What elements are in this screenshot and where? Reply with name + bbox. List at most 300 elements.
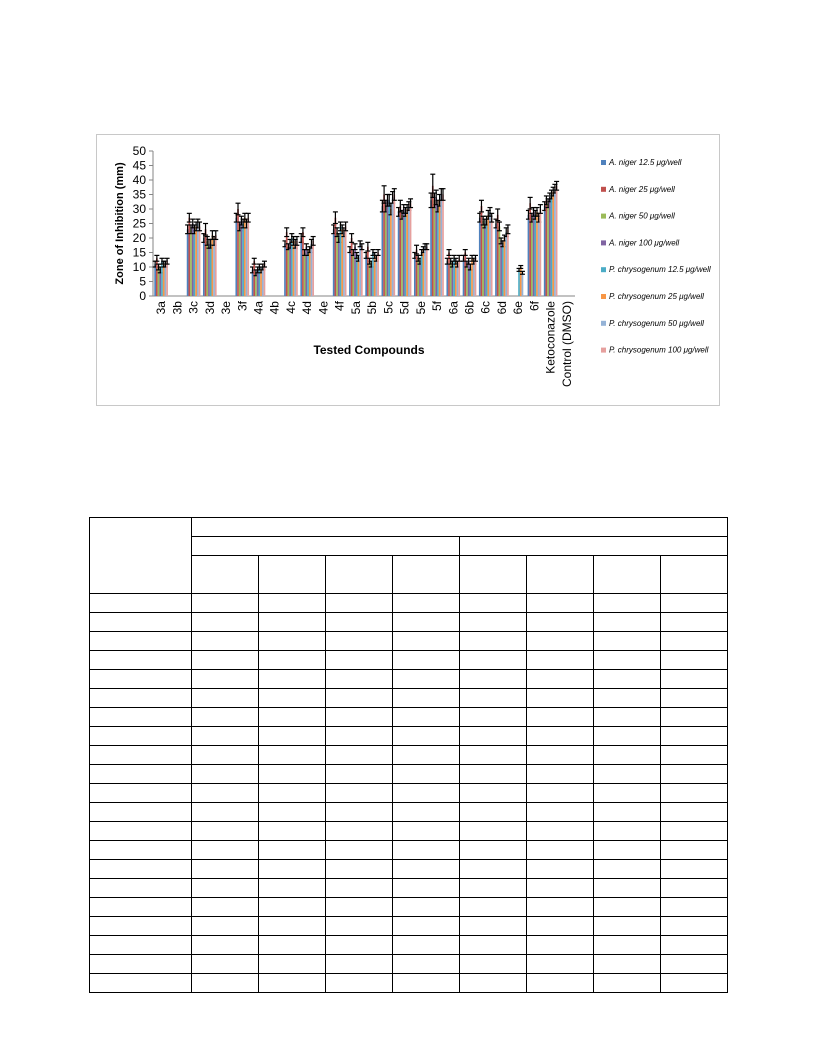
x-tick-label: 6f — [527, 301, 542, 312]
table-cell — [460, 860, 527, 879]
bar — [205, 229, 207, 296]
table-cell — [460, 556, 527, 594]
bar — [166, 261, 168, 296]
table-cell — [90, 670, 192, 689]
table-cell — [192, 651, 259, 670]
table-cell — [326, 613, 393, 632]
bar — [340, 226, 342, 296]
bar — [382, 206, 384, 296]
table-cell — [594, 594, 661, 613]
table-cell — [90, 822, 192, 841]
x-tick-label: 4c — [283, 301, 298, 314]
table-cell — [326, 955, 393, 974]
bar — [257, 270, 259, 296]
table-cell — [90, 651, 192, 670]
x-tick-label: 6c — [478, 301, 493, 314]
table-row — [90, 765, 728, 784]
bar — [343, 232, 345, 296]
table-cell — [259, 860, 326, 879]
table-cell — [527, 955, 594, 974]
bar — [242, 224, 244, 297]
bar — [482, 221, 484, 296]
table-cell — [259, 689, 326, 708]
bar — [481, 206, 483, 296]
table-cell — [594, 879, 661, 898]
x-tick-label: 4b — [267, 301, 282, 315]
x-tick-label: 3f — [235, 301, 250, 312]
table-cell — [90, 879, 192, 898]
bar — [452, 264, 454, 296]
table-cell — [527, 841, 594, 860]
table-cell — [393, 556, 460, 594]
table-cell — [90, 860, 192, 879]
bar — [291, 238, 293, 296]
bar — [163, 264, 165, 296]
y-tick-label: 0 — [139, 289, 146, 303]
table-cell — [259, 898, 326, 917]
table-cell — [460, 594, 527, 613]
table-cell — [594, 917, 661, 936]
bar — [293, 241, 295, 296]
x-tick-label: 5a — [348, 301, 363, 315]
table-cell — [527, 594, 594, 613]
table-cell — [90, 518, 192, 594]
legend-swatch — [601, 214, 606, 219]
x-tick-label: Ketoconazole — [543, 300, 558, 374]
bar — [372, 253, 374, 297]
table-cell — [460, 841, 527, 860]
table-cell — [527, 917, 594, 936]
bar — [294, 244, 296, 296]
table-cell — [192, 936, 259, 955]
table-cell — [527, 974, 594, 993]
table-cell — [326, 841, 393, 860]
bar — [437, 206, 439, 296]
bar — [457, 264, 459, 296]
bar — [390, 209, 392, 296]
bar — [312, 241, 314, 296]
table-cell — [326, 651, 393, 670]
bar — [423, 250, 425, 296]
bar — [358, 258, 360, 296]
bar — [401, 215, 403, 296]
bar — [359, 244, 361, 296]
bar — [421, 253, 423, 297]
table-cell — [259, 936, 326, 955]
table-row — [90, 784, 728, 803]
table-cell — [594, 689, 661, 708]
table-cell — [661, 613, 728, 632]
x-tick-label: 4a — [251, 301, 266, 315]
table-cell — [393, 860, 460, 879]
table-cell — [661, 803, 728, 822]
x-tick-label: 5e — [413, 301, 428, 315]
table-cell — [661, 879, 728, 898]
bar — [468, 261, 470, 296]
bar — [499, 226, 501, 296]
bar — [473, 261, 475, 296]
table-cell — [661, 955, 728, 974]
bar — [463, 258, 465, 296]
legend-swatch — [601, 267, 606, 272]
table-row — [90, 651, 728, 670]
table-cell — [90, 803, 192, 822]
bar — [487, 215, 489, 296]
table-cell — [460, 613, 527, 632]
bar — [554, 189, 556, 296]
bar — [212, 235, 214, 296]
bar — [377, 253, 379, 297]
table-cell — [460, 936, 527, 955]
legend-swatch — [601, 294, 606, 299]
table-cell — [527, 898, 594, 917]
bar — [551, 195, 553, 297]
table-cell — [661, 594, 728, 613]
table-cell — [259, 670, 326, 689]
bar — [203, 238, 205, 296]
table-cell — [259, 632, 326, 651]
bar — [239, 226, 241, 296]
table-cell — [90, 689, 192, 708]
legend-label: P. chrysogenum 12.5 μg/well — [609, 265, 711, 275]
bar — [430, 200, 432, 296]
x-tick-label: 3c — [186, 301, 201, 314]
y-tick-label: 10 — [132, 260, 146, 274]
bar — [458, 258, 460, 296]
table-cell — [259, 803, 326, 822]
table-cell — [393, 651, 460, 670]
table-row — [90, 803, 728, 822]
table-cell — [326, 556, 393, 594]
legend-swatch — [601, 160, 606, 165]
table-cell — [393, 974, 460, 993]
table-cell — [460, 537, 728, 556]
table-cell — [393, 594, 460, 613]
bar — [408, 206, 410, 296]
table-row — [90, 860, 728, 879]
bar — [333, 229, 335, 296]
bar — [505, 232, 507, 296]
table-cell — [192, 746, 259, 765]
bar — [387, 200, 389, 296]
bar — [484, 224, 486, 297]
bar — [419, 261, 421, 296]
table-cell — [594, 632, 661, 651]
table-cell — [326, 670, 393, 689]
x-tick-label: 5f — [430, 301, 445, 312]
bar — [367, 247, 369, 296]
table-row — [90, 955, 728, 974]
bar — [259, 267, 261, 296]
legend-label: P. chrysogenum 25 μg/well — [609, 292, 704, 301]
bar — [187, 229, 189, 296]
bar — [486, 221, 488, 296]
table-cell — [393, 841, 460, 860]
table-cell — [661, 670, 728, 689]
x-tick-label: 3d — [202, 301, 217, 315]
bar — [470, 267, 472, 296]
table-cell — [460, 974, 527, 993]
table-cell — [393, 613, 460, 632]
bar — [529, 203, 531, 296]
table-cell — [661, 708, 728, 727]
y-tick-label: 15 — [132, 245, 146, 260]
table-row — [90, 917, 728, 936]
table-cell — [594, 936, 661, 955]
table-cell — [192, 860, 259, 879]
table-cell — [594, 613, 661, 632]
table-cell — [192, 613, 259, 632]
table-cell — [527, 822, 594, 841]
bar — [479, 218, 481, 296]
table-row — [90, 822, 728, 841]
bar — [406, 209, 408, 296]
bar — [414, 255, 416, 296]
bar — [536, 212, 538, 296]
table-cell — [259, 765, 326, 784]
table-cell — [527, 727, 594, 746]
table-cell — [460, 955, 527, 974]
table-cell — [192, 632, 259, 651]
bar — [286, 232, 288, 296]
table-cell — [594, 670, 661, 689]
legend-label: A. niger 25 μg/well — [609, 184, 675, 194]
x-tick-label: Control (DMSO) — [559, 301, 574, 388]
bar — [354, 247, 356, 296]
bar — [466, 264, 468, 296]
table-cell — [393, 708, 460, 727]
bar — [502, 244, 504, 296]
table-cell — [460, 765, 527, 784]
table-cell — [192, 518, 728, 537]
table-cell — [661, 689, 728, 708]
table-cell — [90, 613, 192, 632]
table-cell — [527, 556, 594, 594]
table-row — [90, 613, 728, 632]
table-cell — [527, 651, 594, 670]
bar — [244, 218, 246, 296]
table-cell — [90, 898, 192, 917]
bar — [383, 195, 385, 297]
table-cell — [527, 613, 594, 632]
table-cell — [326, 784, 393, 803]
table-cell — [393, 689, 460, 708]
bar — [528, 215, 530, 296]
table-cell — [594, 822, 661, 841]
legend-label: P. chrysogenum 50 μg/well — [609, 318, 704, 328]
y-tick-label: 25 — [132, 216, 146, 231]
data-table — [89, 517, 728, 993]
table-cell — [460, 727, 527, 746]
table-cell — [661, 841, 728, 860]
table-cell — [192, 689, 259, 708]
table-cell — [594, 898, 661, 917]
bar — [403, 209, 405, 296]
bar — [393, 195, 395, 297]
bar — [500, 241, 502, 296]
table-cell — [527, 860, 594, 879]
x-tick-label: 6b — [462, 301, 477, 315]
bar — [475, 258, 477, 296]
table-cell — [460, 822, 527, 841]
table-cell — [527, 765, 594, 784]
bar — [538, 218, 540, 296]
table-cell — [259, 955, 326, 974]
table-cell — [326, 860, 393, 879]
table-row — [90, 746, 728, 765]
y-axis-title: Zone of Inhibition (mm) — [114, 162, 126, 285]
bar — [518, 270, 520, 296]
table-cell — [326, 689, 393, 708]
table-cell — [527, 879, 594, 898]
table-cell — [192, 879, 259, 898]
bar — [235, 218, 237, 296]
bar — [426, 247, 428, 296]
bar — [264, 264, 266, 296]
table-cell — [594, 727, 661, 746]
bar — [464, 253, 466, 297]
table-cell — [393, 784, 460, 803]
bar — [544, 206, 546, 296]
y-tick-label: 40 — [132, 173, 146, 187]
table-cell — [90, 974, 192, 993]
table-cell — [460, 670, 527, 689]
table-cell — [90, 917, 192, 936]
table-cell — [594, 841, 661, 860]
bar — [410, 203, 412, 296]
bar — [338, 238, 340, 296]
table-cell — [661, 860, 728, 879]
table-cell — [527, 746, 594, 765]
table-cell — [259, 822, 326, 841]
table-cell — [90, 841, 192, 860]
table-cell — [259, 879, 326, 898]
bar — [352, 253, 354, 297]
table-cell — [192, 917, 259, 936]
bar — [497, 215, 499, 296]
table-cell — [326, 803, 393, 822]
bar — [199, 226, 201, 296]
bar — [546, 200, 548, 296]
table-cell — [192, 594, 259, 613]
table-cell — [594, 746, 661, 765]
table-cell — [661, 651, 728, 670]
x-tick-label: 4d — [300, 301, 315, 315]
table-cell — [192, 727, 259, 746]
legend-swatch — [601, 187, 606, 192]
table-cell — [527, 803, 594, 822]
bar — [504, 238, 506, 296]
bar — [405, 212, 407, 296]
bar — [307, 253, 309, 297]
bar — [241, 221, 243, 296]
x-tick-label: 6a — [446, 301, 461, 315]
y-tick-label: 30 — [132, 202, 146, 216]
table-cell — [393, 670, 460, 689]
legend-swatch — [601, 321, 606, 326]
table-cell — [527, 689, 594, 708]
table-cell — [192, 822, 259, 841]
table-cell — [326, 879, 393, 898]
table-cell — [90, 727, 192, 746]
table-cell — [90, 632, 192, 651]
bar — [154, 264, 156, 296]
table-cell — [259, 727, 326, 746]
bar — [446, 261, 448, 296]
table-row — [90, 689, 728, 708]
bar — [547, 203, 549, 296]
table-cell — [661, 898, 728, 917]
table-cell — [90, 784, 192, 803]
table-cell — [192, 841, 259, 860]
table-cell — [326, 765, 393, 784]
table-cell — [192, 784, 259, 803]
bar — [540, 209, 542, 296]
y-tick-label: 35 — [132, 187, 146, 202]
y-tick-label: 20 — [132, 231, 146, 245]
table-cell — [460, 898, 527, 917]
table-row — [90, 727, 728, 746]
table-cell — [192, 955, 259, 974]
table-cell — [661, 556, 728, 594]
table-cell — [527, 632, 594, 651]
x-tick-label: 4f — [332, 301, 347, 312]
table-cell — [192, 708, 259, 727]
bar — [288, 247, 290, 296]
bar — [260, 270, 262, 296]
table-cell — [393, 879, 460, 898]
x-tick-label: 5b — [365, 301, 380, 315]
table-cell — [594, 708, 661, 727]
bar — [190, 229, 192, 296]
table-cell — [326, 974, 393, 993]
table-cell — [393, 632, 460, 651]
x-tick-label: 3a — [154, 301, 169, 315]
legend-label: A. niger 100 μg/well — [609, 238, 680, 248]
table-cell — [460, 689, 527, 708]
bar — [158, 267, 160, 296]
bar — [194, 229, 196, 296]
table-cell — [326, 917, 393, 936]
table-cell — [326, 898, 393, 917]
table-cell — [393, 727, 460, 746]
bar — [247, 218, 249, 296]
table-row — [90, 841, 728, 860]
table-cell — [259, 594, 326, 613]
bar — [305, 247, 307, 296]
table-cell — [661, 936, 728, 955]
table-cell — [192, 803, 259, 822]
table-cell — [326, 822, 393, 841]
table-cell — [259, 974, 326, 993]
table-cell — [326, 632, 393, 651]
bar — [398, 212, 400, 296]
table-cell — [259, 708, 326, 727]
bar — [215, 235, 217, 296]
legend-label: A. niger 12.5 μg/well — [609, 158, 682, 167]
table-row — [90, 974, 728, 993]
table-cell — [259, 613, 326, 632]
table-cell — [460, 917, 527, 936]
table-cell — [90, 594, 192, 613]
bar — [351, 238, 353, 296]
bar — [208, 244, 210, 296]
table-cell — [661, 974, 728, 993]
legend-label: A. niger 50 μg/well — [609, 211, 675, 221]
table-cell — [90, 708, 192, 727]
bar — [197, 224, 199, 297]
x-tick-label: 6e — [511, 301, 526, 315]
